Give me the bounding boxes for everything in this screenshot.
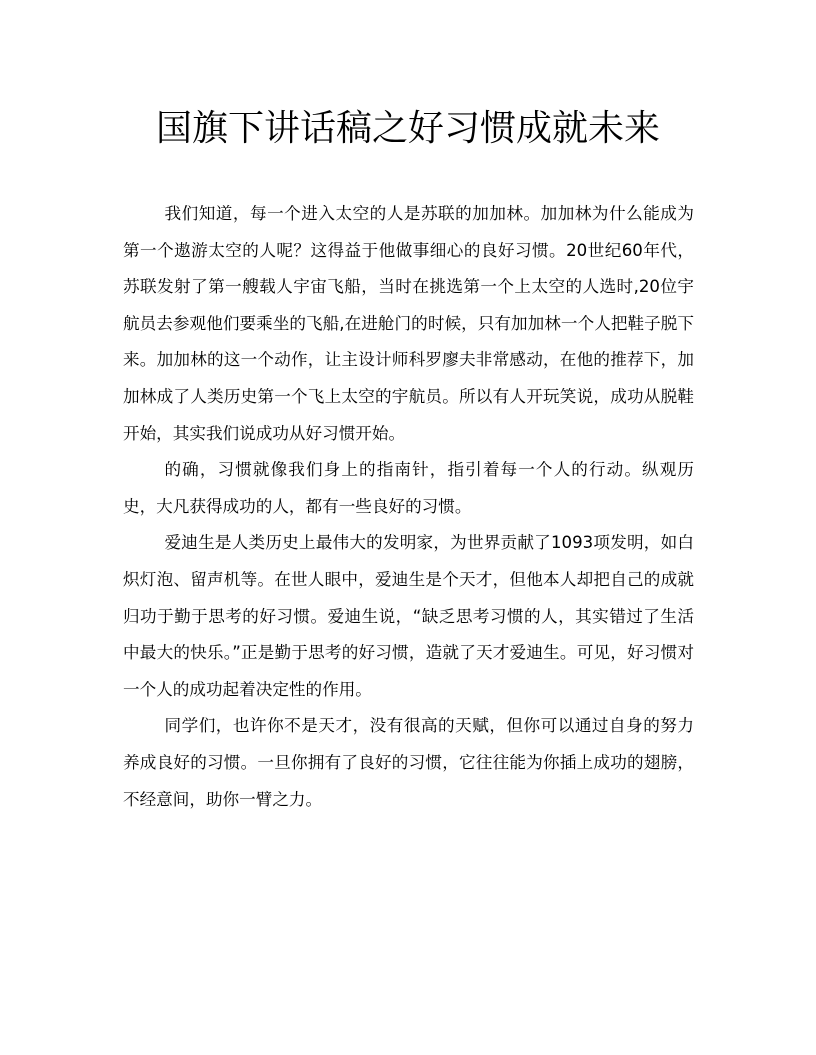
paragraph: 同学们，也许你不是天才，没有很高的天赋，但你可以通过自身的努力养成良好的习惯。一旦你拥有了良好的习惯，它往往能为你插上成功的翅膀，不经意间，助你一臂之力。 <box>123 716 694 809</box>
paragraph: 的确，习惯就像我们身上的指南针，指引着每一个人的行动。纵观历史，大凡获得成功的人，都有一些良好的习惯。 <box>123 460 694 516</box>
document-title: 国旗下讲话稿之好习惯成就未来 <box>155 108 660 149</box>
document-body <box>123 196 694 818</box>
paragraph: 我们知道，每一个进入太空的人是苏联的加加林。加加林为什么能成为第一个遨游太空的人呢？这得益于他做事细心的良好习惯。20世纪60年代，苏联发射了第一艘载人宇宙飞船，当时在挑选第一个上太空的人选时,20位宇航员去参观他们要乘坐的飞船,在进舱门的时候，只有加加林一个人把鞋子脱下来。加加林的这一个动作，让主设计师科罗廖夫非常感动，在他的推荐下，加加林成了人类历史第一个飞上太空的宇航员。所以有人开玩笑说，成功从脱鞋开始，其实我们说成功从好习惯开始。 <box>123 204 694 443</box>
paragraph: 爱迪生是人类历史上最伟大的发明家，为世界贡献了1093项发明，如白炽灯泡、留声机等。在世人眼中，爱迪生是个天才，但他本人却把自己的成就归功于勤于思考的好习惯。爱迪生说，“缺乏思考习惯的人，其实错过了生活中最大的快乐。”正是勤于思考的好习惯，造就了天才爱迪生。可见，好习惯对一个人的成功起着决定性的作用。 <box>123 533 694 699</box>
